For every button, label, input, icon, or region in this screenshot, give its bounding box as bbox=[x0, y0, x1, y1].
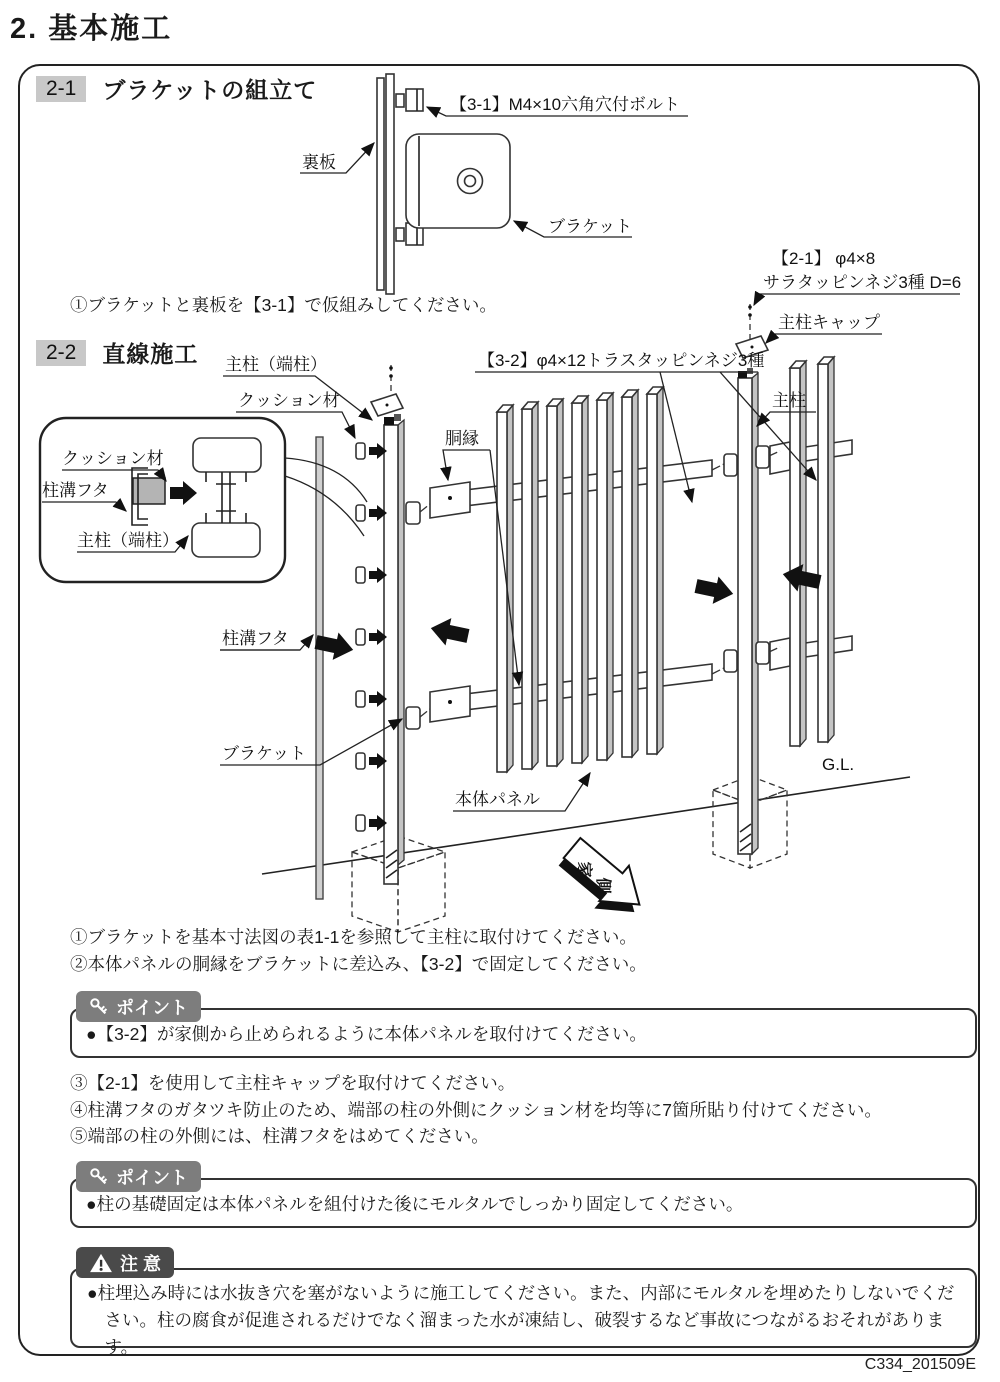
key-icon bbox=[89, 997, 109, 1017]
slat bbox=[497, 405, 513, 772]
caution-paragraph: ●柱埋込み時には水抜き穴を塞がないように施工してください。また、内部にモルタルを埋めたりしないでください。柱の腐食が促進されるだけでなく溜まった水が凍結し、破裂するなど事故につながるおそれがあります。 bbox=[87, 1283, 955, 1357]
slat bbox=[647, 387, 663, 754]
label-ground-line: G.L. bbox=[822, 755, 855, 774]
point-badge-label: ポイント bbox=[116, 997, 188, 1018]
figure-labels bbox=[220, 249, 961, 811]
section-2-1-badge: 2-1 bbox=[36, 76, 86, 102]
steps-install-b bbox=[70, 1070, 882, 1150]
left-post-cap-assembly bbox=[371, 365, 403, 416]
step-line: ④柱溝フタのガタツキ防止のため、端部の柱の外側にクッション材を均等に7箇所貼り付けてください。 bbox=[70, 1099, 882, 1120]
label-main-post: 主柱 bbox=[772, 391, 806, 410]
point-box-2 bbox=[70, 1178, 977, 1228]
label-post-cap: 主柱キャップ bbox=[778, 313, 880, 332]
point-badge bbox=[76, 1161, 201, 1192]
label-inset-end-post: 主柱（端柱） bbox=[77, 531, 179, 550]
label-bolt-3-1: 【3-1】M4×10六角穴付ボルト bbox=[450, 95, 681, 114]
left-post-brackets bbox=[406, 502, 420, 729]
section-2-2-header bbox=[36, 336, 198, 369]
hex-bolt-top bbox=[396, 89, 423, 111]
label-groove-cover: 柱溝フタ bbox=[222, 629, 289, 648]
label-house-side: 家側 bbox=[574, 861, 612, 903]
cushion-item bbox=[356, 443, 387, 459]
section-2-1-header bbox=[36, 72, 317, 105]
label-bracket: ブラケット bbox=[222, 744, 307, 763]
label-bracket: ブラケット bbox=[548, 217, 633, 236]
cushion-item bbox=[356, 567, 387, 583]
cushion-item bbox=[356, 815, 387, 831]
caution-badge bbox=[76, 1247, 174, 1278]
caution-text bbox=[72, 1270, 975, 1361]
cushion-item bbox=[356, 629, 387, 645]
slat bbox=[522, 402, 538, 769]
cushion-pieces bbox=[356, 443, 387, 831]
page-title: 2. 基本施工 bbox=[10, 13, 173, 45]
slat bbox=[818, 357, 834, 742]
label-cushion: クッション材 bbox=[238, 391, 340, 410]
step-line: ⑤端部の柱の外側には、柱溝フタをはめてください。 bbox=[70, 1126, 489, 1146]
far-slats bbox=[790, 357, 834, 746]
post-groove-cover-strip bbox=[316, 437, 323, 899]
key-icon bbox=[89, 1167, 109, 1187]
house-side-arrow bbox=[551, 830, 655, 929]
point-text: ●【3-2】が家側から止められるように本体パネルを取付けてください。 bbox=[86, 1023, 647, 1044]
label-screw-3-2: 【3-2】φ4×12トラスタッピンネジ3種 bbox=[478, 351, 765, 370]
steps-install-a bbox=[70, 924, 647, 977]
step-2-1 bbox=[70, 292, 497, 319]
document-code: C334_201509E bbox=[864, 1356, 976, 1373]
fence-panel bbox=[497, 387, 663, 772]
slat bbox=[622, 390, 638, 757]
slat bbox=[597, 393, 613, 760]
cushion-item bbox=[356, 505, 387, 521]
slat bbox=[790, 361, 806, 746]
label-panel: 本体パネル bbox=[455, 790, 540, 809]
section-2-2-badge: 2-2 bbox=[36, 340, 86, 366]
point-text: ●柱の基礎固定は本体パネルを組付けた後にモルタルでしっかり固定してください。 bbox=[86, 1193, 744, 1214]
point-box-1 bbox=[70, 1008, 977, 1058]
label-screw-2-1: 【2-1】 φ4×8 bbox=[772, 249, 876, 268]
caution-box bbox=[70, 1268, 977, 1357]
point-badge-label: ポイント bbox=[116, 1167, 188, 1188]
main-post-cap-assembly bbox=[736, 304, 768, 358]
step-line: ②本体パネルの胴縁をブラケットに差込み、【3-2】で固定してください。 bbox=[70, 953, 647, 974]
label-end-post: 主柱（端柱） bbox=[225, 355, 327, 374]
point-badge bbox=[76, 991, 201, 1022]
slat bbox=[572, 396, 588, 763]
left-end-post bbox=[384, 414, 404, 884]
slat bbox=[547, 399, 563, 766]
label-back-plate: 裏板 bbox=[302, 153, 336, 172]
cushion-item bbox=[356, 691, 387, 707]
warning-triangle-icon bbox=[89, 1253, 113, 1273]
step-line: ③【2-1】を使用して主柱キャップを取付けてください。 bbox=[70, 1073, 516, 1093]
label-inset-cushion: クッション材 bbox=[62, 449, 164, 468]
step-line: ①ブラケットと裏板を【3-1】で仮組みしてください。 bbox=[70, 295, 497, 315]
caution-badge-label: 注 意 bbox=[120, 1253, 162, 1274]
horizontal-rails bbox=[430, 460, 712, 722]
section-2-1-title: ブラケットの組立て bbox=[102, 77, 318, 103]
label-inset-groove-cover: 柱溝フタ bbox=[42, 481, 109, 500]
bracket-body bbox=[406, 134, 510, 228]
label-rail: 胴縁 bbox=[445, 429, 479, 448]
section-2-2-title: 直線施工 bbox=[102, 341, 199, 367]
label-screw-2-1-type: サラタッピンネジ3種 D=6 bbox=[763, 273, 962, 292]
cushion-item bbox=[356, 753, 387, 769]
step-line: ①ブラケットを基本寸法図の表1-1を参照して主柱に取付けてください。 bbox=[70, 927, 637, 947]
